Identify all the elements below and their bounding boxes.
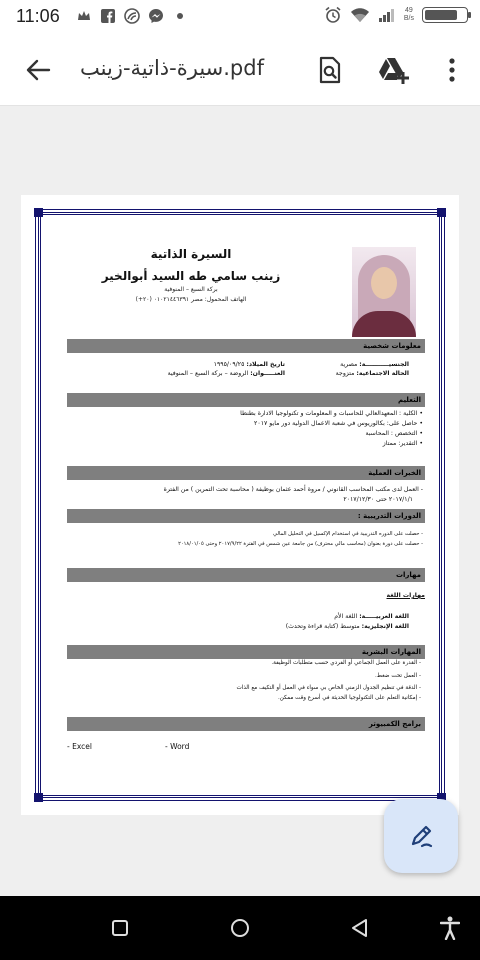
course-line: - حصلت على دورة بعنوان (محاسب مالي محترف) من جامعة عين شمس في الفترة ٢٠١٧/٩/٢٢ وحتى ٢٠١٨/٠١/٠٥ <box>178 541 423 547</box>
facebook-icon <box>100 8 116 24</box>
birth-value: ١٩٩٥/٠٩/٢٥ <box>213 361 245 368</box>
more-vert-icon <box>448 58 456 82</box>
find-in-document-button[interactable] <box>312 52 348 88</box>
edit-pen-icon <box>407 822 435 850</box>
human-skill-line: - القدرة على العمل الجماعي أو الفردي حسب متطلبات الوظيفة. <box>271 660 421 666</box>
more-options-button[interactable] <box>434 52 470 88</box>
recents-square-icon <box>111 919 129 937</box>
section-education: التعليم <box>67 393 425 407</box>
arrow-back-icon <box>25 58 51 82</box>
arabic-value: اللغة الأم <box>334 613 358 620</box>
crown-icon <box>76 8 92 24</box>
computer-item-word: - Word <box>165 742 190 751</box>
marital-value: متزوجة <box>335 370 355 377</box>
status-bar <box>0 0 480 34</box>
address-value: الروضة – بركة السبع – المنوفية <box>167 370 249 377</box>
battery-fill <box>425 10 457 20</box>
human-skill-line: - العمل تحت ضغط. <box>375 673 421 679</box>
network-speed <box>404 7 414 23</box>
back-button[interactable] <box>18 52 58 88</box>
nav-back-button[interactable] <box>344 912 376 944</box>
marital-label: الحالة الاجتماعية: <box>356 370 409 377</box>
pdf-viewer[interactable] <box>0 106 480 896</box>
section-personal: معلومات شخصية <box>67 339 425 353</box>
browser-icon <box>124 8 140 24</box>
cv-name: زينب سامي طه السيد أبوالخير <box>101 269 281 283</box>
address-label: العنـــــوان: <box>250 370 285 377</box>
accessibility-button[interactable] <box>434 912 466 944</box>
human-skill-line: - إمكانية التعلم على التكنولوجيا الحديثة في أسرع وقت ممكن. <box>277 695 421 701</box>
home-circle-icon <box>230 918 250 938</box>
home-button[interactable] <box>224 912 256 944</box>
pdf-page[interactable] <box>21 195 459 815</box>
cv-address: بركة السبع – المنوفية <box>164 286 218 293</box>
page-border-frame <box>38 212 442 798</box>
address-row <box>168 370 285 377</box>
messenger-icon <box>148 8 164 24</box>
education-item: • التخصص : المحاسبة <box>365 430 423 437</box>
cv-header <box>91 247 291 303</box>
wifi-icon <box>350 7 370 23</box>
back-triangle-icon <box>350 918 370 938</box>
accessibility-icon <box>440 916 460 940</box>
section-courses: الدورات التدريبية : <box>67 509 425 523</box>
drive-add-icon <box>378 56 410 84</box>
nationality-value: مصرية <box>340 361 358 368</box>
education-item: • الكلية : المعهدالعالي للحاسبات و المعلومات و تكنولوجيا الادارة بطنطا <box>240 410 423 417</box>
status-time: 11:06 <box>16 6 60 26</box>
cv-phone: الهاتف المحمول: مصر ٠١٠٢١٤٤٦٣٩١ (٢٠+) <box>135 296 247 303</box>
nationality-row <box>340 361 409 368</box>
notification-icons <box>76 8 188 24</box>
education-item: • حاصل على: بكالوريوس في شعبة الاعمال الدولية دور مايو ٢٠١٧ <box>254 420 423 427</box>
signal-icon <box>378 7 396 23</box>
cv-content <box>41 215 439 795</box>
english-value: متوسط (كتابة قراءة وتحدث) <box>285 623 360 630</box>
edit-fab-button[interactable] <box>384 799 458 873</box>
alarm-icon <box>324 6 342 24</box>
document-title: سيرة-ذاتية-زينب.pdf <box>80 56 264 80</box>
arabic-label: اللغة العربيـــــة: <box>359 613 409 620</box>
search-document-icon <box>318 56 342 84</box>
course-line: - حصلت على الدوره التدريبية في استخدام الإكسيل في التحليل المالي <box>273 531 423 537</box>
marital-row <box>336 370 409 377</box>
add-to-drive-button[interactable] <box>376 52 412 88</box>
experience-line: - العمل لدى مكتب المحاسب القانوني / مروة أحمد عثمان بوظيفة ( محاسبة تحت التمرين ) من الفترة <box>163 486 423 493</box>
human-skill-line: - الدقة في تنظيم الجدول الزمني الخاص بي سواء في العمل أو التكيف مع الذات <box>236 685 421 691</box>
birth-row <box>214 361 285 368</box>
system-nav-bar <box>0 896 480 960</box>
english-row <box>286 623 409 630</box>
battery-icon <box>422 7 468 23</box>
cv-title: السيرة الذاتية <box>150 247 232 261</box>
education-item: • التقدير: ممتاز <box>382 440 423 447</box>
profile-photo <box>352 247 416 337</box>
speed-value: 49 <box>405 7 413 14</box>
system-icons <box>324 6 468 24</box>
section-experience: الخبرات العملية <box>67 466 425 480</box>
computer-item-excel: - Excel <box>67 742 92 751</box>
arabic-row <box>334 613 409 620</box>
experience-line: ٢٠١٧/١/١ حتى ٢٠١٧/١٢/٣٠ <box>343 496 413 503</box>
recents-button[interactable] <box>104 912 136 944</box>
speed-unit: B/s <box>403 15 414 22</box>
section-computer: برامج الكمبيوتر <box>67 717 425 731</box>
language-skills-heading: مهارات اللغة <box>386 592 425 599</box>
section-human-skills: المهارات البشرية <box>67 645 425 659</box>
section-skills: مهارات <box>67 568 425 582</box>
english-label: اللغة الإنجليزية: <box>361 623 409 630</box>
app-bar <box>0 34 480 106</box>
nationality-label: الجنسيـــــــــــة: <box>359 361 409 368</box>
birth-label: تاريخ الميلاد: <box>246 361 285 368</box>
dot-icon <box>172 8 188 24</box>
